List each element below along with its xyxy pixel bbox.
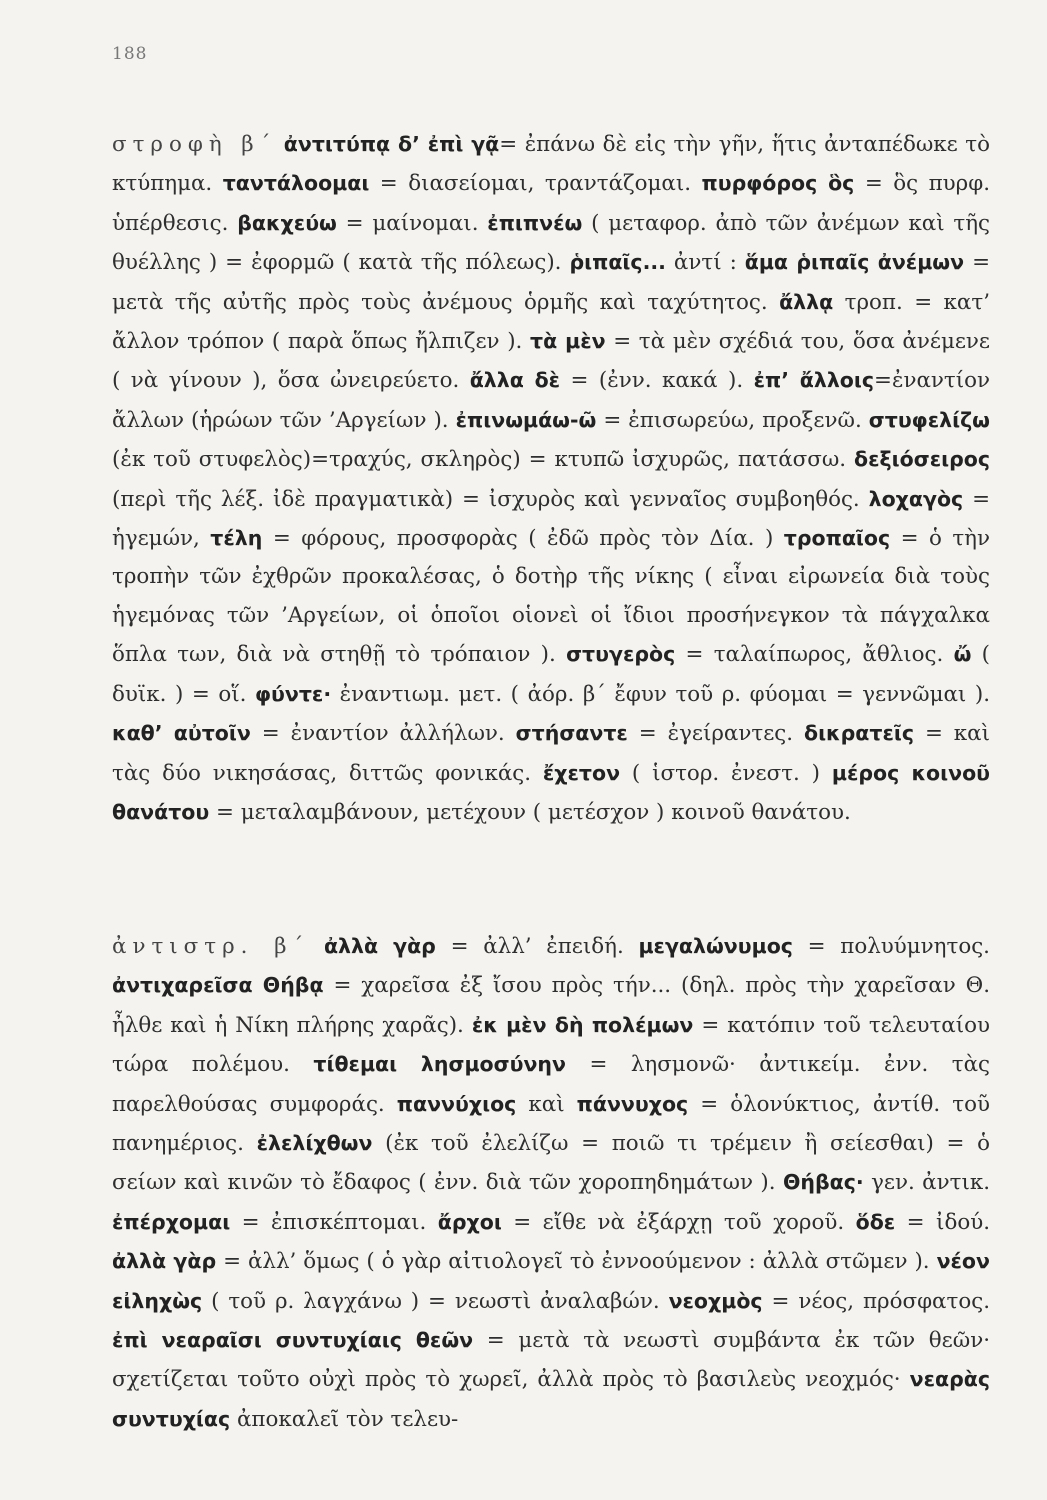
lemma: στυγερὸς [566, 642, 676, 667]
lemma: δεξιόσειρος [854, 447, 990, 472]
gloss-text: = ἐγείραντες. [627, 721, 804, 747]
lemma: νέον εἰληχὼς [112, 1249, 990, 1313]
gloss-text: τροπ. = κατ’ ἄλλον τρόπον ( παρὰ ὅπως ἤλπιζεν ). [112, 289, 990, 355]
page-number: 188 [112, 44, 148, 64]
lemma: ἔχετον [542, 760, 621, 785]
lemma: ἐπὶ νεαραῖσι συντυχίαις θεῶν [112, 1328, 474, 1353]
gloss-text: (ἐκ τοῦ ἐλελίζω = ποιῶ τι τρέμειν ἢ σείεσθαι) = ὁ σείων καὶ κινῶν τὸ ἔδαφος ( ἐνν. διὰ τῶν χοροπηδημάτων ). [112, 1131, 990, 1196]
lemma: φύντε· [254, 681, 332, 706]
lemma: ἐπέρχομαι [112, 1209, 231, 1234]
lemma: στήσαντε [515, 721, 628, 746]
lemma: τροπαῖος [783, 526, 891, 551]
lemma: ἐπ’ ἄλλοις [753, 368, 875, 393]
section-label: ἀντιστρ. β΄ [112, 934, 310, 959]
lemma: στυφελίζω [868, 407, 990, 432]
lemma: ἀντιτύπᾳ δ’ ἐπὶ γᾷ [283, 132, 500, 156]
lemma: νεοχμὸς [668, 1288, 763, 1313]
lemma: τίθεμαι λησμοσύνην [313, 1052, 566, 1077]
section-label: στροφὴ β΄ [112, 132, 277, 157]
lemma: καθ’ αὐτοῖν [112, 721, 251, 746]
lemma: νεαρὰς συντυχίας [112, 1367, 990, 1431]
gloss-text: = ἐπάνω δὲ εἰς τὴν γῆν, ἥτις ἀνταπέδωκε τὸ κτύπημα. [112, 132, 990, 197]
gloss-text: ( μεταφορ. ἀπὸ τῶν ἀνέμων καὶ τῆς θυέλλης ) = ἐφορμῶ ( κατὰ τῆς πόλεως). [112, 210, 990, 276]
gloss-text: = πολυύμνητος. [792, 934, 990, 959]
gloss-text: = λησμονῶ· ἀντικείμ. ἐνν. τὰς παρελθούσας συμφοράς. [112, 1052, 990, 1117]
lemma: μέρος κοινοῦ θανάτου [112, 760, 990, 824]
gloss-text: ἀντί : [665, 250, 745, 276]
gloss-text: = ὁλονύκτιος, ἀντίθ. τοῦ πανημέριος. [112, 1091, 990, 1157]
gloss-text: = μετὰ τῆς αὐτῆς πρὸς τοὺς ἀνέμους ὁρμῆς καὶ ταχύτητος. [112, 250, 990, 315]
gloss-text: = ἰδού. [895, 1209, 991, 1235]
commentary-paragraph-antistrophe [112, 927, 990, 1439]
gloss-text: = τὰ μὲν σχέδιά του, ὅσα ἀνέμενε ( νὰ γίνουν ), ὅσα ὠνειρεύετο. [112, 329, 991, 394]
gloss-text: = ἀλλ’ ὅμως ( ὁ γὰρ αἰτιολογεῖ τὸ ἐννοούμενον : ἀλλὰ στῶμεν ). [216, 1249, 937, 1275]
gloss-text: = ἡγεμών, [112, 486, 990, 552]
lemma: πυρφόρος ὃς [701, 171, 855, 196]
gloss-text: ( δυϊκ. ) = οἵ. [112, 642, 990, 707]
gloss-text: = νέος, πρόσφατος. [762, 1288, 990, 1314]
gloss-text: (περὶ τῆς λέξ. ἰδὲ πραγματικὰ) = ἰσχυρὸς καὶ γενναῖος συμβοηθός. [112, 486, 869, 512]
gloss-text: = κατόπιν τοῦ τελευταίου τώρα πολέμου. [112, 1012, 991, 1078]
gloss-text: ἐναντιωμ. μετ. ( ἀόρ. β΄ ἔφυν τοῦ ρ. φύομαι = γεννῶμαι ). [331, 681, 990, 707]
gloss-text: = καὶ τὰς δύο νικησάσας, διττῶς φονικάς. [112, 721, 990, 786]
lemma: ὤ [953, 642, 972, 667]
gloss-text: ( τοῦ ρ. λαγχάνω ) = νεωστὶ ἀναλαβών. [202, 1288, 669, 1314]
gloss-text: ( ἱστορ. ἐνεστ. ) [620, 760, 832, 786]
lemma: πάννυχος [576, 1091, 689, 1116]
lemma: ἅμα ῥιπαῖς ἀνέμων [744, 250, 965, 275]
gloss-text: = χαρεῖσα ἐξ ἴσου πρὸς τήν... (δηλ. πρὸς τὴν χαρεῖσαν Θ. ἦλθε καὶ ἡ Νίκη πλήρης χαρᾶς). [112, 973, 990, 1038]
gloss-text: = μαίνομαι. [336, 210, 488, 236]
lemma: βακχεύω [237, 210, 337, 235]
lemma: παννύχιος [396, 1091, 517, 1116]
lemma: ἀντιχαρεῖσα Θήβᾳ [112, 973, 324, 998]
lemma: ἐπιπνέω [487, 210, 583, 235]
lemma: ἐπινωμάω-ῶ [455, 407, 597, 432]
lemma: ῥιπαῖς... [569, 250, 666, 275]
gloss-text: (ἐκ τοῦ στυφελὸς)=τραχύς, σκληρὸς) = κτυπῶ ἰσχυρῶς, πατάσσω. [112, 447, 855, 473]
gloss-text: καὶ [516, 1091, 577, 1117]
gloss-text: = ὃς πυρφ. ὑπέρθεσις. [112, 171, 990, 236]
lemma: μεγαλώνυμος [638, 934, 793, 958]
gloss-text: = μετὰ τὰ νεωστὶ συμβάντα ἐκ τῶν θεῶν· σχετίζεται τοῦτο οὐχὶ πρὸς τὸ χωρεῖ, ἀλλὰ πρὸς τὸ βασιλεὺς νεοχμός· [112, 1328, 990, 1393]
gloss-text: ἀποκαλεῖ τὸν τελευ- [230, 1406, 459, 1432]
gloss-text: = ταλαίπωρος, ἄθλιος. [675, 642, 954, 668]
gloss-text: = ἀλλ’ ἐπειδή. [435, 934, 639, 959]
commentary-paragraph-strophe [112, 125, 990, 832]
gloss-text: = φόρους, προσφορὰς ( ἐδῶ πρὸς τὸν Δία. ) [262, 526, 784, 552]
gloss-text: = ἐπισωρεύω, προξενῶ. [596, 407, 869, 433]
lemma: ἐλελίχθων [256, 1131, 373, 1156]
gloss-text: =ἐναντίον ἄλλων (ἡρώων τῶν ’Αργείων ). [112, 368, 991, 433]
gloss-text: = διασείομαι, τραντάζομαι. [369, 171, 702, 197]
gloss-text: γεν. ἀντικ. [863, 1170, 991, 1196]
lemma: ταντάλοομαι [222, 171, 370, 196]
lemma: ἄλλα δὲ [469, 368, 561, 393]
lemma: ἐκ μὲν δὴ πολέμων [471, 1012, 694, 1037]
lemma: ἄλλᾳ [779, 289, 834, 314]
lemma: δικρατεῖς [803, 721, 915, 746]
lemma: ὅδε [855, 1209, 896, 1234]
gloss-text: = ἐναντίον ἀλλήλων. [250, 721, 516, 747]
gloss-text: = εἴθε νὰ ἐξάρχῃ τοῦ χοροῦ. [501, 1209, 856, 1235]
gloss-text: = ἐπισκέπτομαι. [230, 1209, 438, 1235]
gloss-text: = (ἐνν. κακά ). [560, 368, 754, 394]
lemma: τέλη [210, 526, 263, 551]
lemma: λοχαγὸς [868, 486, 964, 511]
lemma: ἀλλὰ γὰρ [323, 934, 436, 958]
lemma: ἀλλὰ γὰρ [112, 1249, 217, 1274]
lemma: Θήβας· [782, 1170, 864, 1195]
lemma: τὰ μὲν [529, 329, 606, 354]
gloss-text: = μεταλαμβάνουν, μετέχουν ( μετέσχον ) κοινοῦ θανάτου. [209, 799, 851, 825]
lemma: ἄρχοι [437, 1209, 502, 1234]
gloss-text: = ὁ τὴν τροπὴν τῶν ἐχθρῶν προκαλέσας, ὁ δοτὴρ τῆς νίκης ( εἶναι εἰρωνεία διὰ τοὺς ἡγεμόνας τῶν ’Αργείων, οἱ ὁποῖοι οἱονεὶ οἱ ἴδιοι προσήνεγκον τὰ πάγχαλκα ὅπλα των, διὰ νὰ στηθῇ τὸ τρόπαιον ). [112, 526, 990, 668]
